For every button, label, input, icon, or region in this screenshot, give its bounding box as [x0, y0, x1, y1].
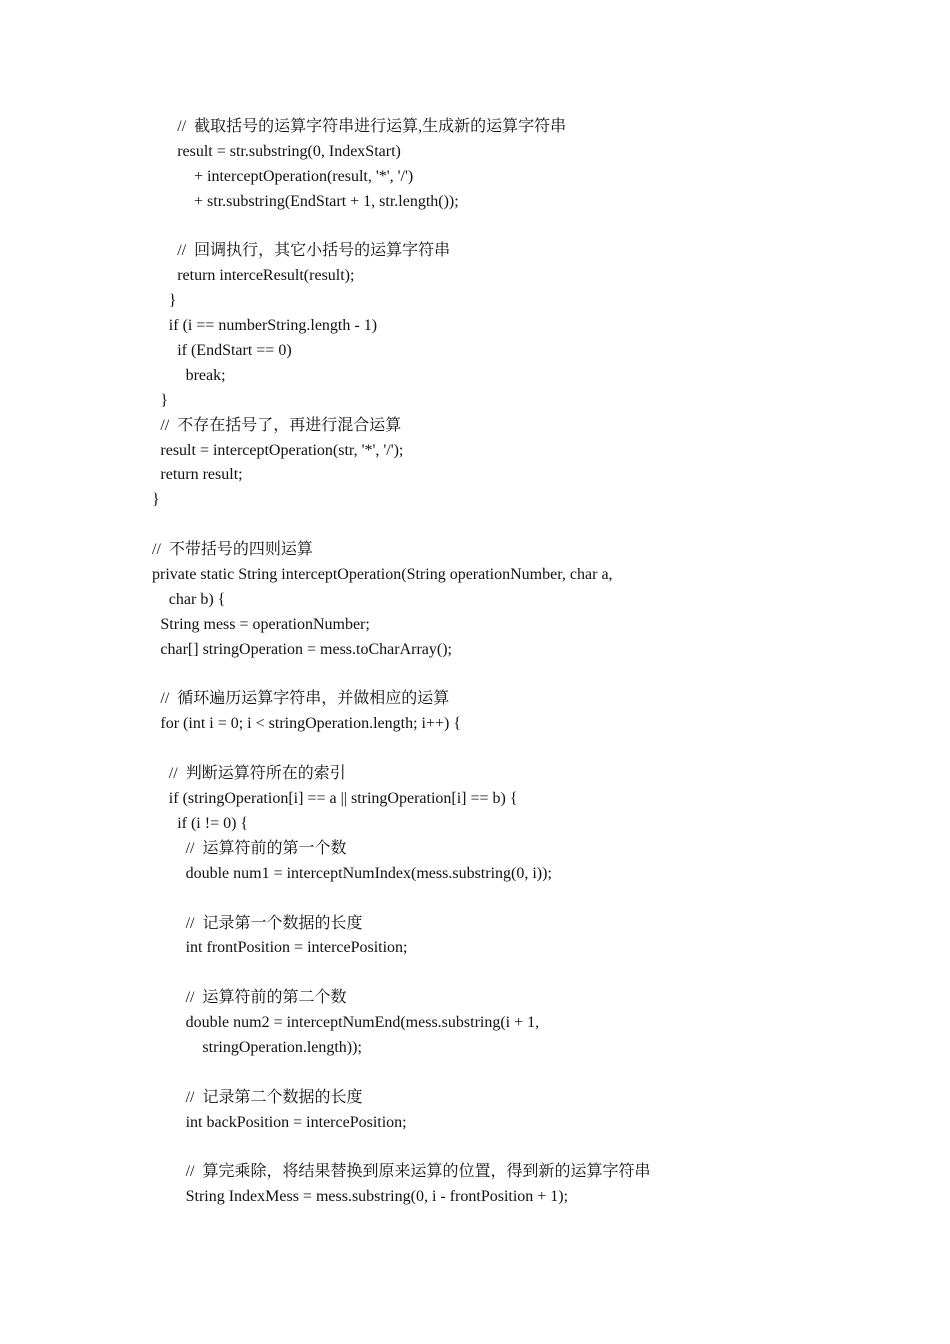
code-line: // 不带括号的四则运算 [152, 541, 313, 559]
code-line [152, 663, 912, 688]
code-line: // 记录第一个数据的长度 [185, 914, 363, 932]
code-line: // 截取括号的运算字符串进行运算,生成新的运算字符串 [177, 118, 567, 135]
code-line: if (i == numberString.length - 1) [168, 317, 378, 335]
code-line: int backPosition = intercePosition; [185, 1113, 407, 1131]
code-line: return interceResult(result); [177, 267, 355, 285]
code-line: int frontPosition = intercePosition; [185, 939, 408, 957]
code-listing [152, 115, 912, 1210]
code-line: double num1 = interceptNumIndex(mess.substring(0, i)); [185, 864, 552, 882]
code-line: // 记录第二个数据的长度 [185, 1088, 363, 1106]
code-line: + str.substring(EndStart + 1, str.length()); [194, 192, 459, 210]
code-line: if (i != 0) { [177, 814, 249, 832]
code-line: for (int i = 0; i < stringOperation.length; i++) { [160, 715, 462, 733]
code-line: char[] stringOperation = mess.toCharArray(); [160, 640, 452, 658]
code-line: break; [185, 366, 226, 384]
code-line: } [152, 491, 160, 509]
code-line: } [168, 292, 177, 310]
code-line [152, 887, 912, 912]
code-line: result = str.substring(0, IndexStart) [177, 142, 401, 160]
code-line: char b) { [168, 590, 226, 608]
code-line: // 回调执行，其它小括号的运算字符串 [177, 242, 451, 260]
code-line: // 不存在括号了，再进行混合运算 [160, 416, 402, 434]
code-line [152, 1136, 912, 1161]
code-line: // 运算符前的第二个数 [185, 989, 347, 1007]
code-line [152, 1061, 912, 1086]
code-line [152, 215, 912, 240]
code-line [152, 961, 912, 986]
code-line: private static String interceptOperation(String operationNumber, char a, [152, 566, 613, 584]
code-line: if (stringOperation[i] == a || stringOperation[i] == b) { [168, 790, 518, 808]
code-line: // 判断运算符所在的索引 [168, 765, 346, 783]
code-line: String mess = operationNumber; [160, 615, 370, 633]
code-line [152, 737, 912, 762]
code-line: stringOperation.length)); [202, 1038, 362, 1056]
code-line: if (EndStart == 0) [177, 342, 292, 360]
code-line: + interceptOperation(result, '*', '/') [194, 167, 414, 185]
code-line: double num2 = interceptNumEnd(mess.substring(i + 1, [185, 1014, 540, 1032]
code-line: result = interceptOperation(str, '*', '/'); [160, 441, 404, 459]
code-line: String IndexMess = mess.substring(0, i - frontPosition + 1); [185, 1188, 569, 1206]
code-line [152, 513, 912, 538]
code-line: } [160, 391, 169, 409]
code-line: // 循环遍历运算字符串，并做相应的运算 [160, 690, 450, 708]
code-line: return result; [160, 466, 243, 484]
code-line: // 算完乘除，将结果替换到原来运算的位置，得到新的运算字符串 [185, 1163, 651, 1181]
code-line: // 运算符前的第一个数 [185, 839, 347, 857]
